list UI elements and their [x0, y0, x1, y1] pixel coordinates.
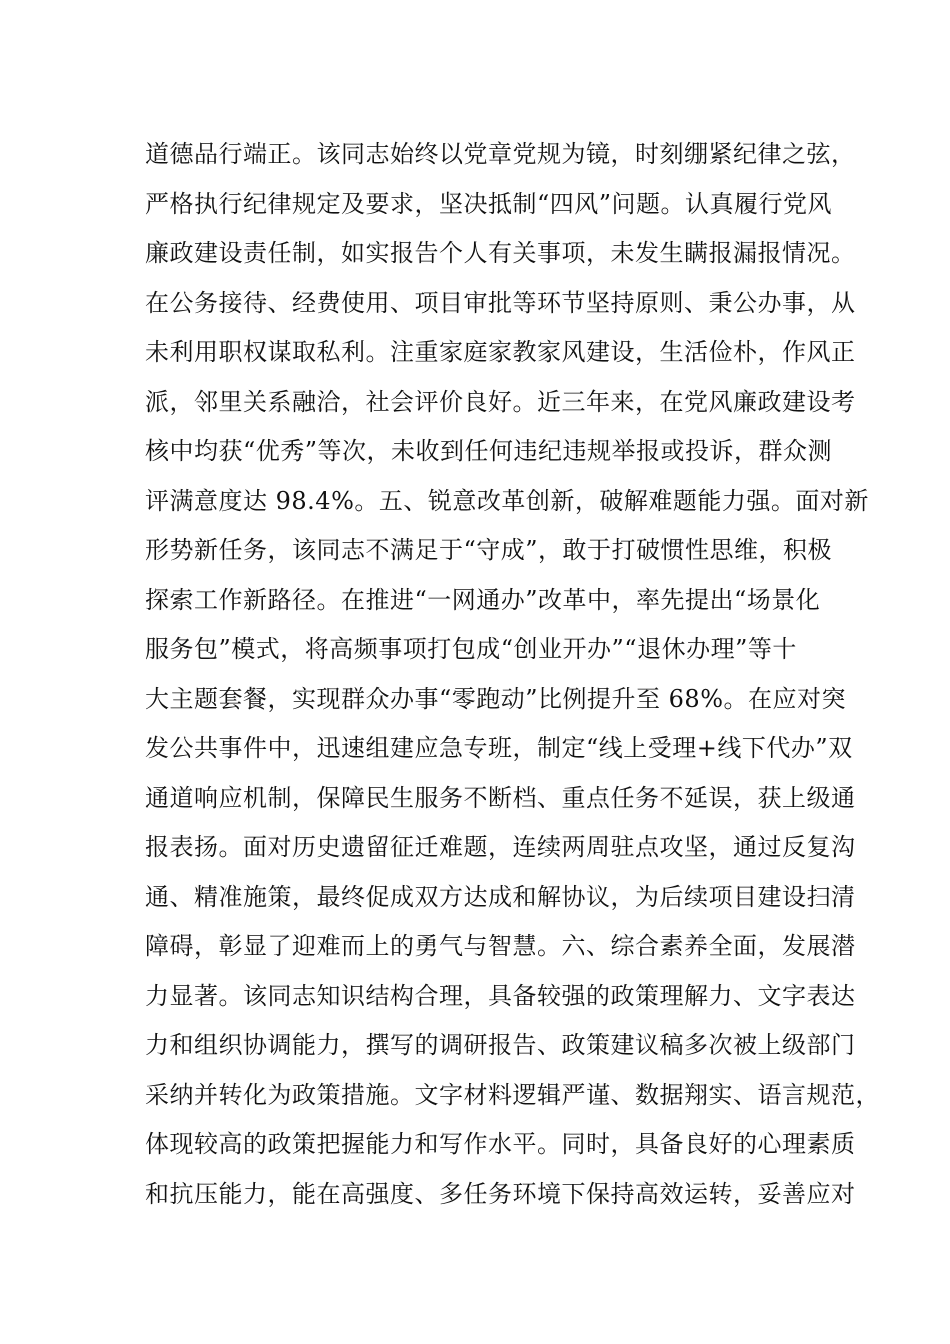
text-line: 服务包”模式，将高频事项打包成“创业开办”“退休办理”等十: [145, 635, 797, 663]
text-line: 评满意度达 98.4%。五、锐意改革创新，破解难题能力强。面对新: [145, 486, 869, 515]
text-line: 未利用职权谋取私利。注重家庭家教家风建设，生活俭朴，作风正: [145, 338, 856, 366]
body-text: [145, 130, 880, 1219]
text-line: 派，邻里关系融洽，社会评价良好。近三年来，在党风廉政建设考: [145, 387, 856, 416]
text-line: 和抗压能力，能在高强度、多任务环境下保持高效运转，妥善应对: [145, 1179, 856, 1208]
text-line: 力和组织协调能力，撰写的调研报告、政策建议稿多次被上级部门: [145, 1031, 856, 1059]
text-line: 形势新任务，该同志不满足于“守成”，敢于打破惯性思维，积极: [145, 536, 833, 564]
text-line: 核中均获“优秀”等次，未收到任何违纪违规举报或投诉，群众测: [145, 437, 833, 465]
text-line: 采纳并转化为政策措施。文字材料逻辑严谨、数据翔实、语言规范，: [145, 1080, 880, 1109]
text-line: 体现较高的政策把握能力和写作水平。同时，具备良好的心理素质: [145, 1130, 856, 1158]
text-line: 通、精准施策，最终促成双方达成和解协议，为后续项目建设扫清: [145, 882, 856, 911]
text-line: 严格执行纪律规定及要求，坚决抵制“四风”问题。认真履行党风: [145, 189, 833, 218]
text-line: 大主题套餐，实现群众办事“零跑动”比例提升至 68%。在应对突: [145, 684, 847, 713]
text-line: 道德品行端正。该同志始终以党章党规为镜，时刻绷紧纪律之弦，: [145, 140, 856, 168]
text-line: 廉政建设责任制，如实报告个人有关事项，未发生瞒报漏报情况。: [145, 239, 856, 267]
text-line: 通道响应机制，保障民生服务不断档、重点任务不延误，获上级通: [145, 783, 856, 812]
text-line: 障碍，彰显了迎难而上的勇气与智慧。六、综合素养全面，发展潜: [145, 932, 856, 960]
text-line: 发公共事件中，迅速组建应急专班，制定“线上受理+线下代办”双: [145, 734, 853, 762]
text-line: 报表扬。面对历史遗留征迁难题，连续两周驻点攻坚，通过反复沟: [145, 833, 856, 861]
text-line: 在公务接待、经费使用、项目审批等环节坚持原则、秉公办事，从: [145, 288, 856, 317]
text-line: 探索工作新路径。在推进“一网通办”改革中，率先提出“场景化: [145, 585, 821, 614]
text-line: 力显著。该同志知识结构合理，具备较强的政策理解力、文字表达: [145, 981, 856, 1010]
